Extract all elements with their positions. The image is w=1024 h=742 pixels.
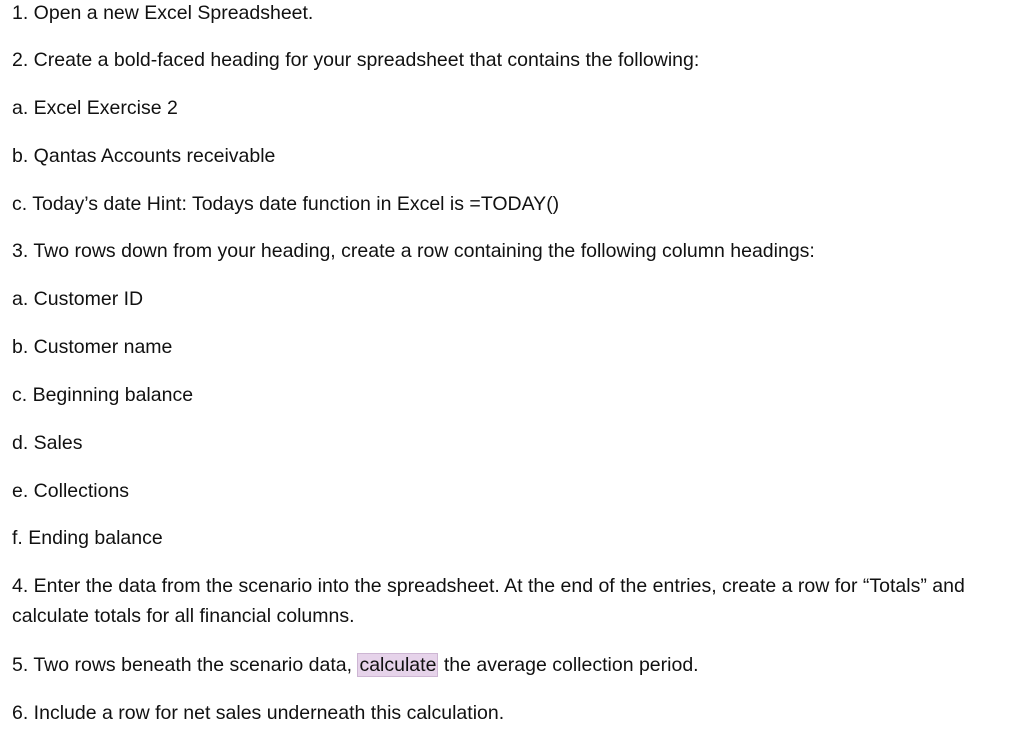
instruction-3a: a. Customer ID	[12, 288, 144, 310]
instruction-3e: e. Collections	[12, 480, 130, 502]
instruction-3c: c. Beginning balance	[12, 384, 194, 406]
instruction-1: 1. Open a new Excel Spreadsheet.	[12, 2, 314, 24]
instruction-2b: b. Qantas Accounts receivable	[12, 145, 276, 167]
instruction-2a: a. Excel Exercise 2	[12, 97, 178, 119]
instruction-2: 2. Create a bold-faced heading for your spreadsheet that contains the following:	[12, 49, 700, 71]
instruction-4: 4. Enter the data from the scenario into the spreadsheet. At the end of the entries, create a row for “Totals” and calculate totals for all financial columns.	[12, 575, 965, 627]
instruction-3: 3. Two rows down from your heading, create a row containing the following column headings:	[12, 240, 815, 262]
instruction-2c: c. Today’s date Hint: Todays date function in Excel is =TODAY()	[12, 193, 560, 215]
instruction-3b: b. Customer name	[12, 336, 173, 358]
instruction-5-after: the average collection period.	[438, 654, 699, 676]
instruction-5-before: 5. Two rows beneath the scenario data,	[12, 654, 358, 676]
instruction-3f: f. Ending balance	[12, 527, 163, 549]
highlighted-word: calculate	[359, 654, 437, 676]
instruction-5	[12, 650, 699, 680]
instruction-6: 6. Include a row for net sales underneath this calculation.	[12, 702, 505, 724]
instruction-3d: d. Sales	[12, 432, 83, 454]
